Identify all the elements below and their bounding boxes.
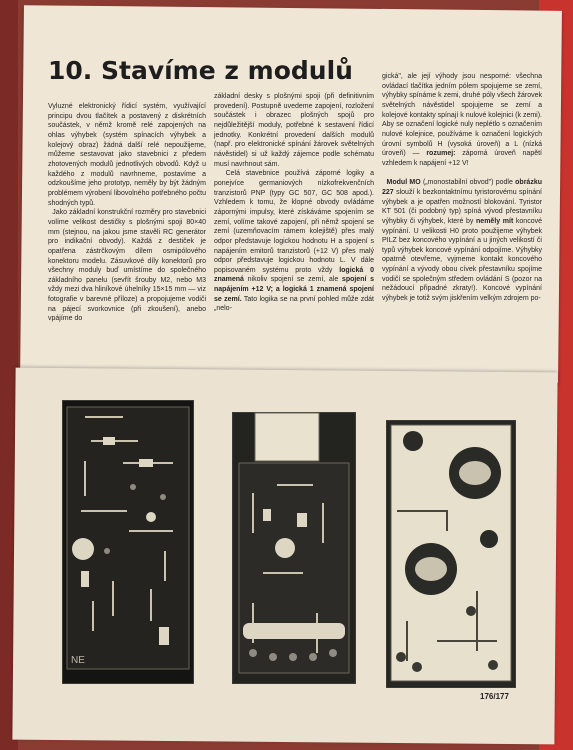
col3-text-e: slouží k bezkontaktnímu tyristorovému spínání výhybek a je opatřen možností blokování. Tyristor KT 501 (či podobný typ) spíná vývod přestavníku výhybky či výhybek, které by [382,188,544,225]
modul-photo-middle [232,412,356,684]
text-column-3 [382,72,542,358]
col3-text-c: záporná úroveň napětí vzhledem k napájení +12 V! [382,150,543,167]
col3-text-d: („monostabilní obvod") podle [420,179,516,187]
col2-text-a: základní desky s plošnými spoji (při definitivním provedení). Postupně uvedeme zapojení, rozložení součástek i obrazec plošných spojů pro nejdůležitější moduly, potřebné k sestavení řídicí jednotky. Konkrétní provedení dalších modulů (např. pro elektronické spínání žárovek světelných návěstidel) si už každý zájemce podle schématu musí navrhnout sám. Celá stavebnice používá záporné logiky a ponejvíce germaniových nízkofrekvenčních tranzistorů PNP (typy GC 507, GC 508 apod.). Vzhledem k tomu, že klopné obvody ovládáme zápornými impulsy, které získáváme spojením se zemí, volíme takové zapojení, při němž spojení se zemí (uzemňovacím rámem kolejiště) přes malý odpor představuje logickou hodnotu H a spojení s napájením emitorů tranzistorů (+12 V) přes malý odpor představuje logickou hodnotu L. V dále popisovaném systému proto vždy [214,93,374,274]
svg-text:NE: NE [71,655,85,666]
circuit-board-right-image [387,421,515,687]
col3-bold-a: rozumej: [426,150,456,158]
col2-bold-b: spojení s napájením +12 V; a logická 1 znamená spojení se zemí. [214,276,376,303]
col2-text-c: nikoliv spojení se zemí, ale [243,276,342,284]
col3-bold-b: Modul MO [386,179,421,187]
col3-text-f: koncové vypínání. U velikosti H0 proto použijeme výhybek PILZ bez koncového vypínání a u jiných velikostí či typů výhybek koncové vypínání odpojíme. Výhybky opatrně otevřeme, vyjmeme kontakt koncového vypínání a vývody obou cívek přestavníku spojíme vodičí se společným středem ovládání S (pozor na nežádoucí připadné zkraty!). Koncové vypínání výhybek je totiž svým jiskřením velkým zdrojem po- [382,217,544,303]
circuit-board-left-image [63,401,193,683]
text-column-2 [214,92,374,348]
modul-photo-right [386,420,516,688]
page-number: 176/177 [480,692,509,701]
col2-bold-a: logická 0 znamená [214,266,376,284]
col3-bold-d: neměly mít [476,217,514,225]
col3-bold-c: obrázku 227 [382,179,544,196]
col3-text-a: gická", ale její výhody jsou nesporné: všechna ovládací tlačítka jedním pólem spojujeme se zemí, výhybky spínáme k zemi, druhé póly všech žárovek světelných návěstidel spojujeme se zemí a kolejové kontakty spínají k nulové kolejnici (k zemi). Aby se označení logické nuly neplétlo s označením nulové kolejnice, používáme k označení logických úrovní symbolů H (vysoká úroveň) a L (nízká úroveň) — [382,73,544,158]
col1-text: Vyluzné elektronický řídicí systém, využívající principu dvou tlačítek a postavený z diskrétních součástek, v němž kromě relé zapojených na ohlas výhybek (systém spínacích výhybek a kolejový obraz) žádná další relé nepoužijeme, můžeme sestavovat jako stavebnici z předem zhotovených modulů jednotlivých obvodů. Když u každého z modulů navrhneme, postavíme a odzkoušíme jeho prototyp, neměly by být žádným problémem výrobení libovolného potřebného počtu shodných typů. Jako základní konstrukční rozměry pro stavebnici volíme velikost destičky s plošnými spoji 80×40 mm (stejnou, na jakou jsme stavěli RC generátor pro indikační obvody). Každá z destiček je opatřena zástrčkovým dílem osmipólového konektoru modelu. Zásuvkové díly konektorů pro všechny moduly buď umístíme do společného základního panelu (sevřít šrouby M2, nebo M3 vždy mezi dva hliníkové úhelníky 15×15 mm — viz fotografie v barevné příloze) a propojujeme vodiči na pájecí svorkovnice (při zkoušení), anebo vpájíme do [48,103,206,323]
text-column-1 [48,102,206,338]
page-title: 10. Stavíme z modulů [48,56,353,85]
col2-text-d: Tato logika se na první pohled může zdát „nelo- [214,295,376,313]
circuit-board-middle-image [233,413,355,683]
modul-photo-left [62,400,194,684]
